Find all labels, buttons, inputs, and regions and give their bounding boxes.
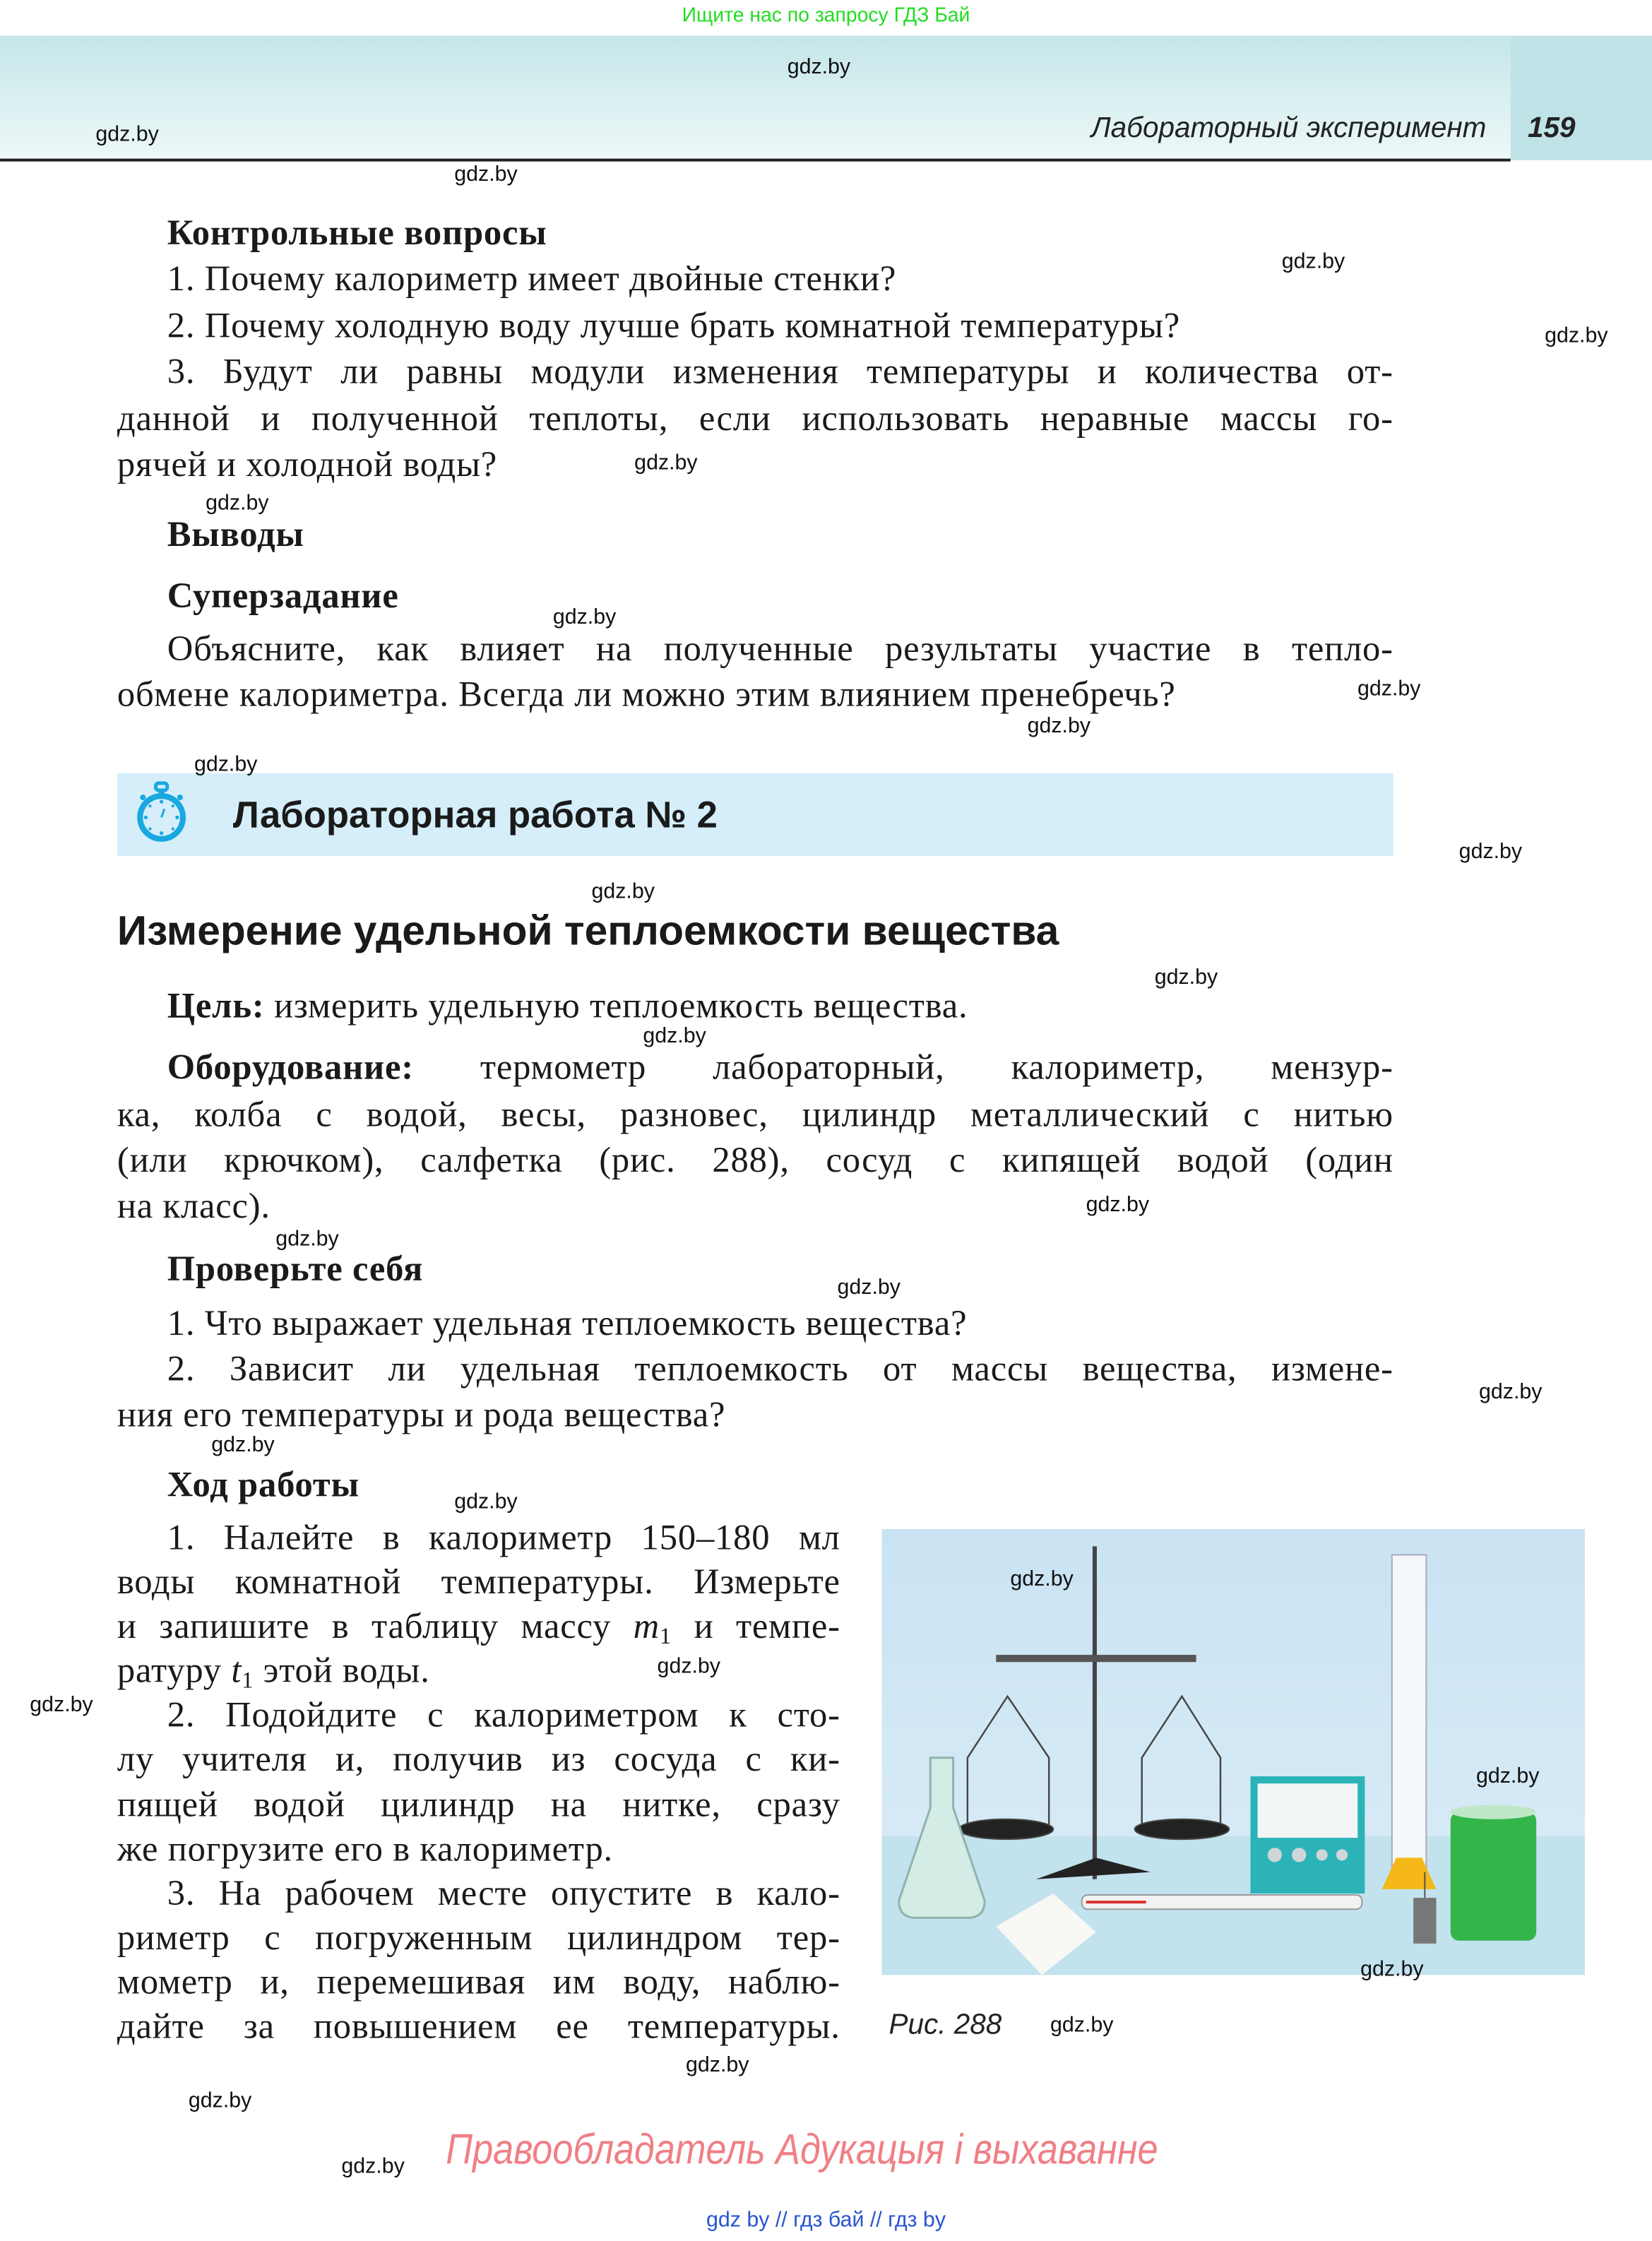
watermark: gdz.by [591, 879, 655, 904]
footer-links[interactable]: gdz by // гдз бай // гдз by [706, 2208, 946, 2233]
text-segment: и запишите в таблицу массу [117, 1607, 634, 1646]
section-heading [167, 577, 399, 617]
text-segment: лу учителя и, получив из сосуда с ки- [117, 1740, 840, 1780]
watermark: gdz.by [1475, 1764, 1540, 1789]
section-heading [167, 1466, 359, 1505]
watermark: gdz.by [275, 1227, 339, 1252]
bold-label: Выводы [167, 516, 304, 555]
bold-label: Проверьте себя [167, 1250, 424, 1290]
watermark: gdz.by [194, 752, 258, 777]
text-segment: дайте за повышением ее температуры. [117, 2007, 840, 2047]
watermark: gdz.by [1479, 1379, 1543, 1404]
bold-label: Цель: [167, 987, 265, 1026]
lab-equipment-figure [881, 1529, 1585, 1975]
watermark: gdz.by [454, 1490, 518, 1514]
text-segment: 3. На рабочем месте опустите в кало- [167, 1874, 840, 1914]
text-line [117, 2007, 840, 2047]
text-segment: данной и полученной теплоты, если использовать неравные массы го- [117, 400, 1393, 439]
text-line [117, 676, 1176, 715]
page-number: 159 [1528, 112, 1576, 145]
watermark: gdz.by [188, 2088, 252, 2113]
text-segment: пящей водой цилиндр на нитке, сразу [117, 1786, 840, 1825]
figure-caption: Рис. 288 [889, 2009, 1002, 2041]
text-line [117, 400, 1393, 439]
metal-cylinder [1413, 1898, 1436, 1944]
text-segment: 2. Зависит ли удельная теплоемкость от массы вещества, измене- [167, 1350, 1393, 1389]
text-line [167, 260, 897, 299]
text-segment: термометр лабораторный, калориметр, мензур- [413, 1049, 1393, 1088]
watermark: gdz.by [1050, 2012, 1114, 2038]
text-segment: ратуру [117, 1652, 232, 1691]
text-segment: 3. Будут ли равны модули изменения температуры и количества от- [167, 352, 1393, 392]
watermark: gdz.by [837, 1275, 901, 1300]
calorimeter [1451, 1812, 1536, 1941]
text-segment: мометр и, перемешивая им воду, наблю- [117, 1963, 840, 2002]
header-divider [0, 159, 1511, 162]
watermark: gdz.by [1010, 1567, 1074, 1592]
lab-work-title: Лабораторная работа № 2 [232, 792, 718, 836]
text-line [117, 1786, 840, 1825]
watermark: gdz.by [1458, 839, 1523, 864]
text-segment: рячей и холодной воды? [117, 446, 498, 485]
text-line [117, 448, 497, 483]
text-segment: измерить удельную теплоемкость вещества. [264, 987, 968, 1026]
watermark: gdz.by [643, 1023, 706, 1049]
text-segment: этой воды. [254, 1652, 430, 1691]
text-line [117, 1919, 840, 1958]
watermark: gdz.by [1154, 965, 1218, 990]
text-line [167, 1874, 840, 1914]
section-heading [167, 214, 547, 254]
text-line [167, 1696, 840, 1735]
watermark: gdz.by [211, 1432, 275, 1457]
text-segment: 1. Почему калориметр имеет двойные стенки? [167, 260, 897, 299]
watermark: gdz.by [341, 2154, 405, 2179]
watermark: gdz.by [552, 605, 617, 630]
stopwatch-icon [134, 779, 189, 845]
bold-label: Контрольные вопросы [167, 214, 547, 254]
watermark: gdz.by [634, 451, 698, 475]
text-line [117, 1740, 840, 1780]
text-line [167, 1049, 1393, 1088]
text-segment: Объясните, как влияет на полученные результаты участие в тепло- [167, 630, 1393, 669]
variable: t [231, 1652, 242, 1691]
text-segment: обмене калориметра. Всегда ли можно этим влиянием пренебречь? [117, 676, 1176, 715]
text-line [117, 1187, 271, 1227]
text-segment: и темпе- [672, 1607, 840, 1646]
rights-notice: Правообладатель Адукацыя і выхаванне [446, 2126, 1158, 2174]
text-line [117, 1141, 1393, 1181]
variable: m [633, 1607, 660, 1646]
text-segment: же погрузите его в калориметр. [117, 1830, 614, 1870]
text-line [117, 1830, 614, 1870]
text-segment: 1. Налейте в калориметр 150–180 мл [167, 1518, 840, 1558]
text-line [167, 307, 1181, 346]
lab-subtitle: Измерение удельной теплоемкости вещества [117, 908, 1059, 955]
subscript: 1 [242, 1669, 254, 1694]
watermark: gdz.by [1027, 713, 1091, 739]
watermark: gdz.by [454, 162, 518, 187]
text-line [117, 1963, 840, 2002]
text-segment: ния его температуры и рода вещества? [117, 1396, 726, 1435]
search-ad-banner[interactable]: Ищите нас по запросу ГДЗ Бай [682, 3, 970, 26]
text-segment: ка, колба с водой, весы, разновес, цилиндр металлический с нитью [117, 1095, 1393, 1135]
watermark: gdz.by [1545, 323, 1608, 348]
text-line [167, 1518, 840, 1558]
text-line [117, 1396, 726, 1435]
text-line [167, 630, 1393, 669]
watermark: gdz.by [657, 1654, 720, 1679]
watermark: gdz.by [1281, 249, 1345, 274]
text-line [117, 1652, 430, 1694]
watermark: gdz.by [1360, 1957, 1424, 1982]
text-segment: воды комнатной температуры. Измерьте [117, 1563, 840, 1603]
text-segment: риметр с погруженным цилиндром тер- [117, 1919, 840, 1958]
text-segment: на класс). [117, 1187, 271, 1227]
watermark: gdz.by [1357, 677, 1421, 701]
text-line [117, 1607, 840, 1650]
subscript: 1 [660, 1624, 672, 1650]
text-line [117, 1095, 1393, 1135]
watermark: gdz.by [206, 491, 269, 516]
section-heading [167, 1250, 424, 1290]
bold-label: Суперзадание [167, 577, 399, 617]
text-segment: 2. Подойдите с калориметром к сто- [167, 1696, 840, 1735]
section-heading [167, 518, 304, 553]
bold-label: Ход работы [167, 1466, 359, 1505]
text-line [167, 1304, 968, 1343]
measuring-cylinder [1392, 1555, 1427, 1872]
text-line [167, 352, 1393, 392]
text-line [167, 1350, 1393, 1389]
text-line [167, 987, 968, 1026]
text-line [117, 1563, 840, 1603]
text-segment: (или крючком), салфетка (рис. 288), сосуд с кипящей водой (один [117, 1141, 1393, 1181]
watermark: gdz.by [95, 122, 159, 147]
watermark: gdz.by [686, 2052, 749, 2078]
watermark: gdz.by [30, 1692, 93, 1718]
watermark: gdz.by [1086, 1192, 1150, 1217]
bold-label: Оборудование: [167, 1049, 414, 1088]
text-segment: 2. Почему холодную воду лучше брать комнатной температуры? [167, 307, 1181, 346]
watermark: gdz.by [787, 54, 851, 80]
text-segment: 1. Что выражает удельная теплоемкость вещества? [167, 1304, 968, 1343]
running-title: Лабораторный эксперимент [1091, 112, 1487, 145]
